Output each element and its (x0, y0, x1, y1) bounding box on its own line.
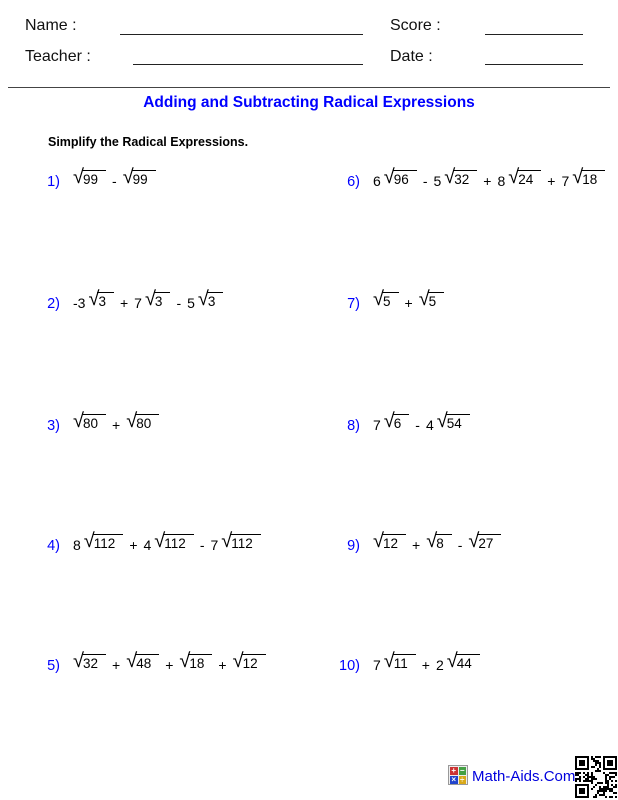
problem-7 (330, 288, 444, 312)
radical-sign-icon: √ (144, 288, 156, 310)
problem-3 (30, 410, 159, 434)
radical (221, 530, 261, 554)
radicand: 18 (581, 170, 605, 188)
operator: - (176, 295, 182, 311)
radical (154, 530, 194, 554)
coefficient: -3 (73, 295, 86, 311)
name-blank-line (120, 34, 363, 35)
problem-6 (330, 166, 605, 190)
radicand: 112 (163, 534, 194, 552)
radical-expression (73, 410, 159, 434)
radical (418, 288, 445, 312)
radical (83, 530, 124, 554)
problem-number: 4) (47, 538, 60, 554)
problem-9 (330, 530, 501, 554)
radical-sign-icon: √ (154, 530, 166, 552)
coefficient: 8 (73, 537, 81, 553)
logo-symbol: × (451, 775, 457, 784)
operator: - (199, 537, 205, 553)
radical-sign-icon: √ (383, 166, 395, 188)
coefficient: 2 (435, 657, 444, 673)
score-label: Score : (390, 17, 441, 34)
radicand: 32 (82, 654, 106, 672)
coefficient: 7 (561, 173, 570, 189)
radicand: 54 (446, 414, 470, 432)
problem-number: 10) (339, 658, 360, 674)
radical (126, 650, 159, 674)
radicand: 3 (97, 292, 114, 310)
operator: + (421, 657, 430, 673)
radicand: 18 (188, 654, 212, 672)
radical (426, 530, 452, 554)
radicand: 3 (207, 292, 224, 310)
radical-expression (73, 288, 223, 312)
page-title: Adding and Subtracting Radical Expressions (143, 94, 475, 111)
operator: + (119, 295, 129, 311)
math-aids-logo-icon (448, 765, 468, 785)
radical-sign-icon: √ (383, 650, 395, 672)
operator: - (457, 537, 463, 553)
operator: + (404, 295, 413, 311)
problem-number: 3) (47, 418, 60, 434)
radical (179, 650, 212, 674)
header-divider (8, 87, 610, 88)
operator: - (112, 173, 117, 189)
problem-number: 6) (347, 174, 360, 190)
radical-sign-icon: √ (572, 166, 584, 188)
date-blank-line (485, 64, 583, 65)
radical-expression (73, 530, 261, 554)
score-blank-line (485, 34, 583, 35)
problem-4 (30, 530, 261, 554)
radical (122, 166, 156, 190)
name-label: Name : (25, 17, 77, 34)
radical-sign-icon: √ (468, 530, 480, 552)
operator: + (218, 657, 227, 673)
radical-sign-icon: √ (73, 650, 84, 672)
radical-sign-icon: √ (88, 288, 100, 310)
radical-expression (373, 288, 444, 312)
radical-sign-icon: √ (446, 650, 458, 672)
radicand: 32 (453, 170, 477, 188)
radical (383, 410, 410, 434)
radical-sign-icon: √ (126, 410, 138, 432)
radical-sign-icon: √ (444, 166, 456, 188)
radical-expression (373, 650, 480, 674)
radicand: 3 (154, 292, 171, 310)
radical-sign-icon: √ (508, 166, 520, 188)
operator: + (112, 657, 121, 673)
radical (88, 288, 114, 312)
coefficient: 8 (497, 173, 506, 189)
radical (508, 166, 541, 190)
operator: + (412, 537, 421, 553)
logo-symbol: − (459, 766, 465, 775)
radical (232, 650, 266, 674)
operator: - (415, 417, 420, 433)
radicand: 8 (435, 534, 452, 552)
radicand: 5 (382, 292, 399, 310)
problem-number: 1) (47, 174, 60, 190)
radical-expression (73, 650, 266, 674)
radical-sign-icon: √ (73, 410, 84, 432)
radical-sign-icon: √ (436, 410, 448, 432)
radical (373, 530, 406, 554)
radical-sign-icon: √ (418, 288, 430, 310)
operator: + (547, 173, 556, 189)
radicand: 11 (393, 654, 416, 672)
problem-8 (330, 410, 470, 434)
radicand: 6 (393, 414, 410, 432)
radical-sign-icon: √ (221, 530, 233, 552)
radical (468, 530, 501, 554)
coefficient: 6 (373, 173, 381, 189)
coefficient: 7 (210, 537, 219, 553)
problem-number: 5) (47, 658, 60, 674)
radical-sign-icon: √ (383, 410, 395, 432)
problem-10 (330, 650, 480, 674)
radical (373, 288, 399, 312)
coefficient: 4 (425, 417, 434, 433)
radical (383, 650, 416, 674)
teacher-label: Teacher : (25, 48, 91, 65)
radicand: 99 (82, 170, 106, 188)
radical-expression (373, 530, 501, 554)
problem-number: 9) (347, 538, 360, 554)
radicand: 80 (135, 414, 159, 432)
radical (73, 166, 106, 190)
radical (73, 650, 106, 674)
radical-sign-icon: √ (373, 288, 384, 310)
radical-sign-icon: √ (197, 288, 209, 310)
radicand: 112 (93, 534, 124, 552)
radical-sign-icon: √ (179, 650, 191, 672)
radicand: 44 (456, 654, 480, 672)
problem-1 (30, 166, 156, 190)
radical-expression (73, 166, 156, 190)
radical (436, 410, 470, 434)
radical-sign-icon: √ (126, 650, 138, 672)
radical-expression (373, 166, 605, 190)
math-aids-brand-link[interactable]: Math-Aids.Com (472, 768, 576, 785)
radical (446, 650, 480, 674)
radicand: 80 (82, 414, 106, 432)
date-label: Date : (390, 48, 433, 65)
operator: + (112, 417, 121, 433)
problem-number: 8) (347, 418, 360, 434)
coefficient: 5 (433, 173, 442, 189)
problem-2 (30, 288, 223, 312)
radical-expression (373, 410, 470, 434)
radical-sign-icon: √ (426, 530, 438, 552)
radicand: 24 (517, 170, 541, 188)
operator: - (422, 173, 428, 189)
teacher-blank-line (133, 64, 363, 65)
radical-sign-icon: √ (122, 166, 134, 188)
radicand: 99 (132, 170, 156, 188)
radical (572, 166, 605, 190)
radical-sign-icon: √ (73, 166, 84, 188)
radical (383, 166, 417, 190)
coefficient: 7 (134, 295, 142, 311)
radical-sign-icon: √ (373, 530, 384, 552)
operator: + (129, 537, 138, 553)
radical (144, 288, 171, 312)
radicand: 112 (230, 534, 261, 552)
coefficient: 7 (373, 417, 381, 433)
radical (197, 288, 224, 312)
radical (126, 410, 159, 434)
operator: + (165, 657, 174, 673)
qr-code (575, 756, 617, 798)
instruction-text: Simplify the Radical Expressions. (48, 135, 249, 149)
radicand: 27 (477, 534, 501, 552)
radicand: 48 (135, 654, 159, 672)
problem-number: 7) (347, 296, 360, 312)
coefficient: 4 (143, 537, 152, 553)
radical (444, 166, 477, 190)
radicand: 5 (428, 292, 445, 310)
radicand: 12 (242, 654, 266, 672)
coefficient: 5 (187, 295, 195, 311)
radicand: 12 (382, 534, 406, 552)
logo-symbol: + (451, 766, 457, 775)
radicand: 96 (393, 170, 417, 188)
problem-5 (30, 650, 266, 674)
problem-number: 2) (47, 296, 60, 312)
radical (73, 410, 106, 434)
radical-sign-icon: √ (232, 650, 244, 672)
logo-symbol: ÷ (460, 775, 465, 784)
radical-sign-icon: √ (83, 530, 95, 552)
coefficient: 7 (373, 657, 381, 673)
operator: + (483, 173, 492, 189)
